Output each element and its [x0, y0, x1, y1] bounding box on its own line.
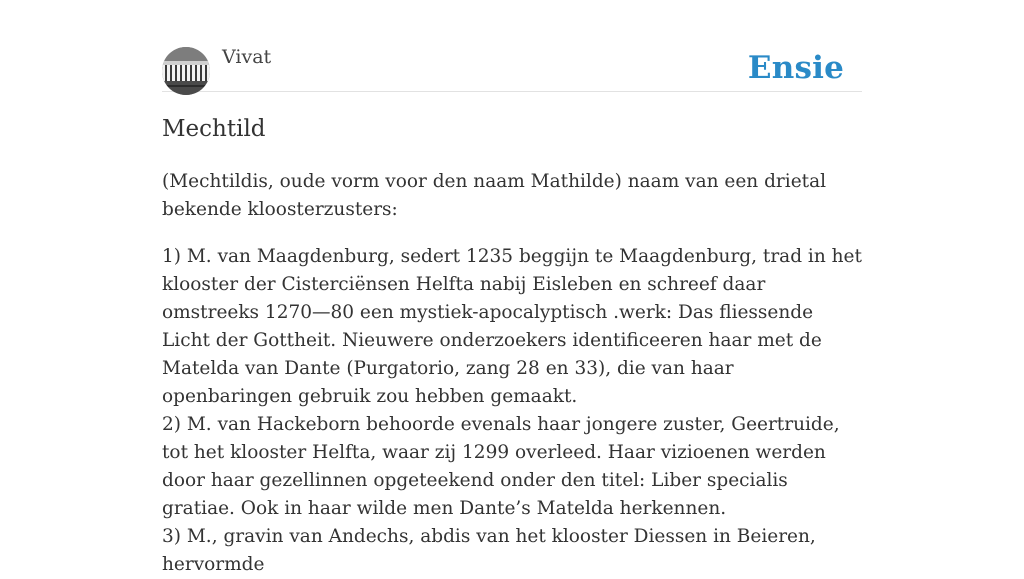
entry-paragraph: 2) M. van Hackeborn behoorde evenals haar jongere zuster, Geertruide, tot het klooster Helfta, waar zij 1299 overleed. Haar vizioenen werden door haar gezellinnen opgeteekend onder den titel: Liber specialis gratiae. Ook in haar wilde men Dante’s Matelda herkennen.: [162, 414, 840, 519]
entry-paragraph: 1) M. van Maagdenburg, sedert 1235 beggijn te Maagdenburg, trad in het klooster der Cisterciënsen Helfta nabij Eisleben en schreef daar omstreeks 1270—80 een mystiek-apocalyptisch .werk: Das fliessende Licht der Gottheit. Nieuwere onderzoekers identificeeren haar met de Matelda van Dante (Purgatorio, zang 28 en 33), die van haar openbaringen gebruik zou hebben gemaakt.: [162, 246, 862, 407]
page: [162, 0, 862, 575]
entry-paragraph: 3) M., gravin van Andechs, abdis van het klooster Diessen in Beieren, hervormde: [162, 526, 816, 575]
article-title: Mechtild: [162, 116, 266, 142]
header: [162, 0, 862, 92]
book-spines-icon: [162, 47, 210, 95]
article-body: [162, 243, 862, 579]
source-name[interactable]: Vivat: [222, 46, 272, 68]
brand-logo[interactable]: Ensie: [747, 50, 844, 86]
article-intro: (Mechtildis, oude vorm voor den naam Mathilde) naam van een drietal bekende kloosterzusters:: [162, 171, 827, 220]
source-avatar[interactable]: [162, 47, 210, 95]
